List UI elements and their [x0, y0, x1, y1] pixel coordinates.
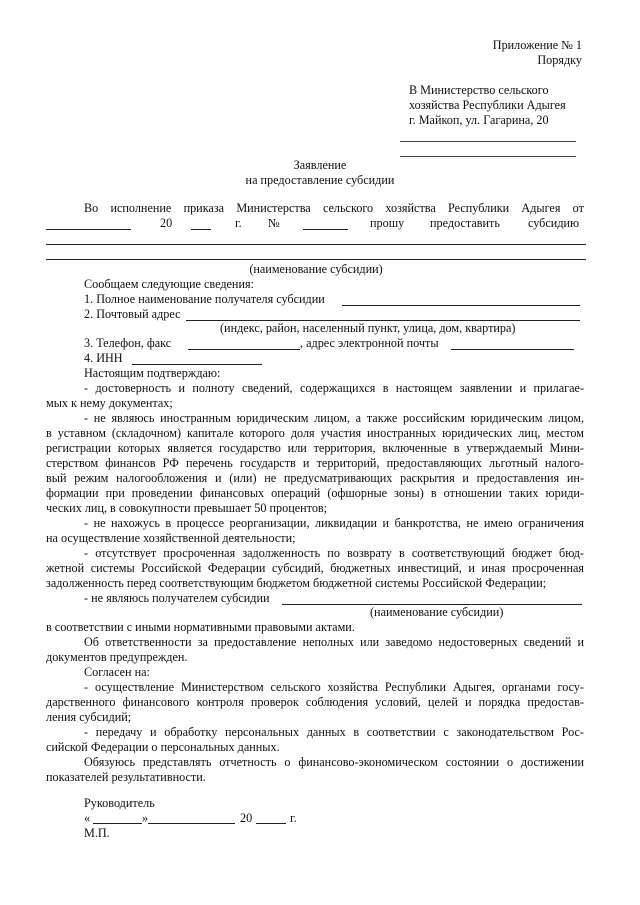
intro-word: от — [572, 201, 584, 215]
consent-p2-line1: - передачу и обработку персональных данных в соответствии с законодательством Рос- — [84, 725, 584, 739]
addressee-blank-1 — [400, 141, 576, 142]
confirm-p5-tail: в соответствии с иными нормативными правовыми актами. — [46, 620, 355, 634]
field-email-blank — [451, 349, 574, 350]
confirm-p2-line3: регистрации которых является государство или территория, включенные в утверждаемый Мини- — [46, 441, 584, 455]
intro-word: сельского — [322, 201, 374, 215]
consent-p1-line1: - осуществление Министерством сельского хозяйства Республики Адыгея, органами госу- — [84, 680, 584, 694]
intro-word: исполнение — [110, 201, 172, 215]
intro-word: хозяйства — [385, 201, 436, 215]
intro-word: Министерства — [236, 201, 311, 215]
field-full-name-label: 1. Полное наименование получателя субсидии — [84, 292, 325, 306]
confirm-p2-line7: ческих лиц, в совокупности превышает 50 процентов; — [46, 501, 328, 515]
intro-word: Адыгея — [521, 201, 561, 215]
field-postal-address-caption: (индекс, район, населенный пункт, улица, дом, квартира) — [220, 321, 516, 335]
confirm-p1-line1: - достоверность и полноту сведений, содержащихся в настоящем заявлении и прилагае- — [84, 381, 584, 395]
appendix-line1: Приложение № 1 — [492, 38, 582, 52]
consent-header: Согласен на: — [84, 665, 150, 679]
subsidy-name-blank-2 — [46, 259, 586, 260]
field-inn-blank — [132, 364, 262, 365]
date-year-blank — [191, 229, 211, 230]
confirm-p3-line2: на осуществление хозяйственной деятельности; — [46, 531, 296, 545]
confirm-header: Настоящим подтверждаю: — [84, 366, 221, 380]
confirm-p2-line4: стерством финансов РФ перечень государств и территорий, предоставляющих льготный налого- — [46, 456, 584, 470]
confirm-p2-line6: формации при проведении финансовых операций (офшорные зоны) в отношении таких юриди- — [46, 486, 584, 500]
signature-month-blank — [148, 823, 235, 824]
intro-predostavit: предоставить — [430, 216, 500, 230]
signature-year-blank — [256, 823, 286, 824]
field-phone-label: 3. Телефон, факс — [84, 336, 172, 350]
consent-p2-line2: сийской Федерации о персональных данных. — [46, 740, 280, 754]
consent-p1-line3: ления субсидий; — [46, 710, 132, 724]
signature-year-prefix: 20 — [240, 811, 253, 825]
intro-word: Республики — [448, 201, 510, 215]
signature-g: г. — [290, 811, 297, 825]
fields-header: Сообщаем следующие сведения: — [84, 277, 254, 291]
addressee-line2: хозяйства Республики Адыгея — [409, 98, 566, 112]
date-day-blank — [46, 229, 131, 230]
confirm-p2-line1: - не являюсь иностранным юридическим лицом, а также российским юридическим лицом, — [84, 411, 584, 425]
confirm-p1-line2: мых к нему документах; — [46, 396, 173, 410]
title-line2: на предоставление субсидии — [245, 173, 395, 187]
field-phone-blank — [188, 349, 300, 350]
intro-word: Во — [84, 201, 99, 215]
intro-subsidiyu: субсидию — [528, 216, 580, 230]
order-number-blank — [303, 229, 348, 230]
confirm-p4-line2: жетной системы Российской Федерации субсидий, бюджетных инвестиций, и иная просроченная — [46, 561, 584, 575]
obligation-line2: показателей результативности. — [46, 770, 206, 784]
intro-no: № — [268, 216, 280, 230]
confirm-p2-line5: вый режим налогообложения и (или) не предусматривающих раскрытия и предоставления ин- — [46, 471, 584, 485]
appendix-line2: Порядку — [537, 53, 582, 67]
addressee-line3: г. Майкоп, ул. Гагарина, 20 — [409, 113, 549, 127]
consent-p1-line2: дарственного финансового контроля проверок соблюдения условий, целей и порядка предостав- — [46, 695, 584, 709]
responsibility-line2: документов предупрежден. — [46, 650, 188, 664]
field-full-name-blank — [342, 305, 580, 306]
responsibility-line1: Об ответственности за предоставление неполных или заведомо недостоверных сведений и — [84, 635, 584, 649]
field-inn-label: 4. ИНН — [84, 351, 123, 365]
intro-year-prefix: 20 — [160, 216, 173, 230]
signature-quote-close: » — [142, 811, 149, 825]
field-email-label: , адрес электронной почты — [300, 336, 439, 350]
addressee-line1: В Министерство сельского — [409, 83, 549, 97]
confirm-p5-caption: (наименование субсидии) — [370, 605, 504, 619]
obligation-line1: Обязуюсь представлять отчетность о финансово-экономическом состоянии о достижении — [84, 755, 584, 769]
subsidy-name-caption: (наименование субсидии) — [249, 262, 383, 276]
confirm-p5-label: - не являюсь получателем субсидии — [84, 591, 270, 605]
signature-day-blank — [93, 823, 142, 824]
signature-role: Руководитель — [84, 796, 155, 810]
signature-mp: М.П. — [84, 826, 110, 840]
confirm-p3-line1: - не нахожусь в процессе реорганизации, ликвидации и банкротства, не имею ограничения — [84, 516, 584, 530]
confirm-p2-line2: в уставном (складочном) капитале которого доля участия иностранных юридических лиц, местом — [46, 426, 584, 440]
title-line1: Заявление — [293, 158, 347, 172]
intro-word: приказа — [183, 201, 225, 215]
addressee-blank-2 — [400, 156, 576, 157]
intro-proshu: прошу — [370, 216, 405, 230]
confirm-p4-line3: задолженность перед соответствующим бюджетом бюджетной системы Российской Федерации; — [46, 576, 547, 590]
confirm-p4-line1: - отсутствует просроченная задолженность по возврату в соответствующий бюджет бюд- — [84, 546, 584, 560]
signature-quote-open: « — [84, 811, 91, 825]
intro-g: г. — [235, 216, 242, 230]
intro-line1 — [84, 201, 584, 216]
subsidy-name-blank-1 — [46, 244, 586, 245]
field-postal-address-label: 2. Почтовый адрес — [84, 307, 181, 321]
